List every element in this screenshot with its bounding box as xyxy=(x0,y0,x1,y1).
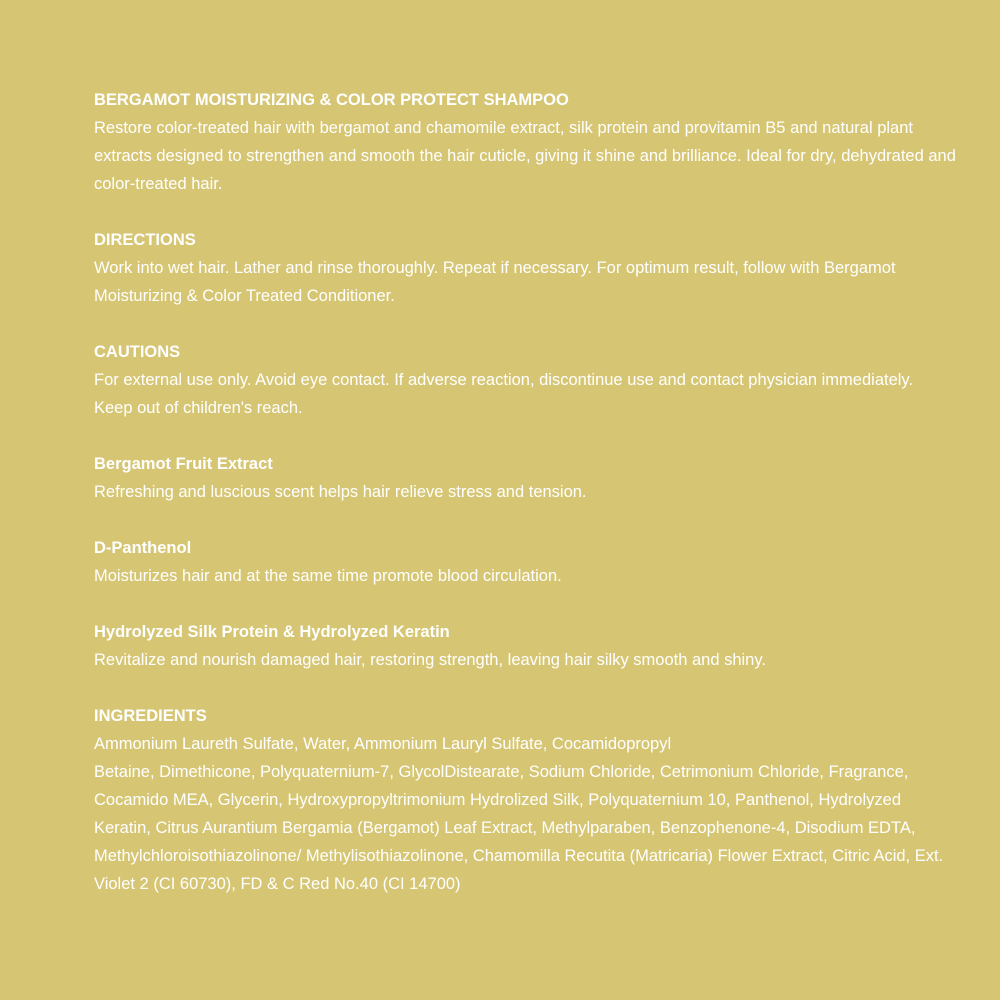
cautions-section xyxy=(94,338,956,422)
product-title: BERGAMOT MOISTURIZING & COLOR PROTECT SHAMPOO xyxy=(94,91,569,109)
directions-section xyxy=(94,226,956,310)
directions-heading: DIRECTIONS xyxy=(94,231,196,249)
product-description-section xyxy=(94,86,956,198)
directions-text: Work into wet hair. Lather and rinse thoroughly. Repeat if necessary. For optimum result, follow with Bergamot Moisturizing & Color Treated Conditioner. xyxy=(94,259,896,305)
cautions-text: For external use only. Avoid eye contact. If adverse reaction, discontinue use and contact physician immediately. Keep out of children's reach. xyxy=(94,371,914,417)
silk-keratin-heading: Hydrolyzed Silk Protein & Hydrolyzed Keratin xyxy=(94,623,450,641)
d-panthenol-text: Moisturizes hair and at the same time promote blood circulation. xyxy=(94,567,562,585)
silk-keratin-section xyxy=(94,618,956,674)
bergamot-extract-text: Refreshing and luscious scent helps hair relieve stress and tension. xyxy=(94,483,587,501)
ingredients-line-2: Betaine, Dimethicone, Polyquaternium-7, GlycolDistearate, Sodium Chloride, Cetrimonium Chloride, Fragrance, Cocamido MEA, Glycerin, Hydroxypropyltrimonium Hydrolized Silk, Polyquaternium 10, Panthenol, Hydrolyzed Keratin, Citrus Aurantium Bergamia (Bergamot) Leaf Extract, Methylparaben, Benzophenone-4, Disodium EDTA, Methylchloroisothiazolinone/ Methylisothiazolinone, Chamomilla Recutita (Matricaria) Flower Extract, Citric Acid, Ext. Violet 2 (CI 60730), FD & C Red No.40 (CI 14700) xyxy=(94,763,944,893)
ingredients-heading: INGREDIENTS xyxy=(94,707,207,725)
d-panthenol-section xyxy=(94,534,956,590)
silk-keratin-text: Revitalize and nourish damaged hair, restoring strength, leaving hair silky smooth and shiny. xyxy=(94,651,766,669)
ingredients-line-1: Ammonium Laureth Sulfate, Water, Ammonium Lauryl Sulfate, Cocamidopropyl xyxy=(94,735,672,753)
cautions-heading: CAUTIONS xyxy=(94,343,181,361)
ingredients-list xyxy=(94,730,956,898)
ingredients-section xyxy=(94,702,956,898)
bergamot-extract-heading: Bergamot Fruit Extract xyxy=(94,455,273,473)
product-info xyxy=(94,86,956,926)
product-description: Restore color-treated hair with bergamot and chamomile extract, silk protein and provitamin B5 and natural plant extracts designed to strengthen and smooth the hair cuticle, giving it shine and brilliance. Ideal for dry, dehydrated and color-treated hair. xyxy=(94,119,956,193)
bergamot-extract-section xyxy=(94,450,956,506)
d-panthenol-heading: D-Panthenol xyxy=(94,539,192,557)
